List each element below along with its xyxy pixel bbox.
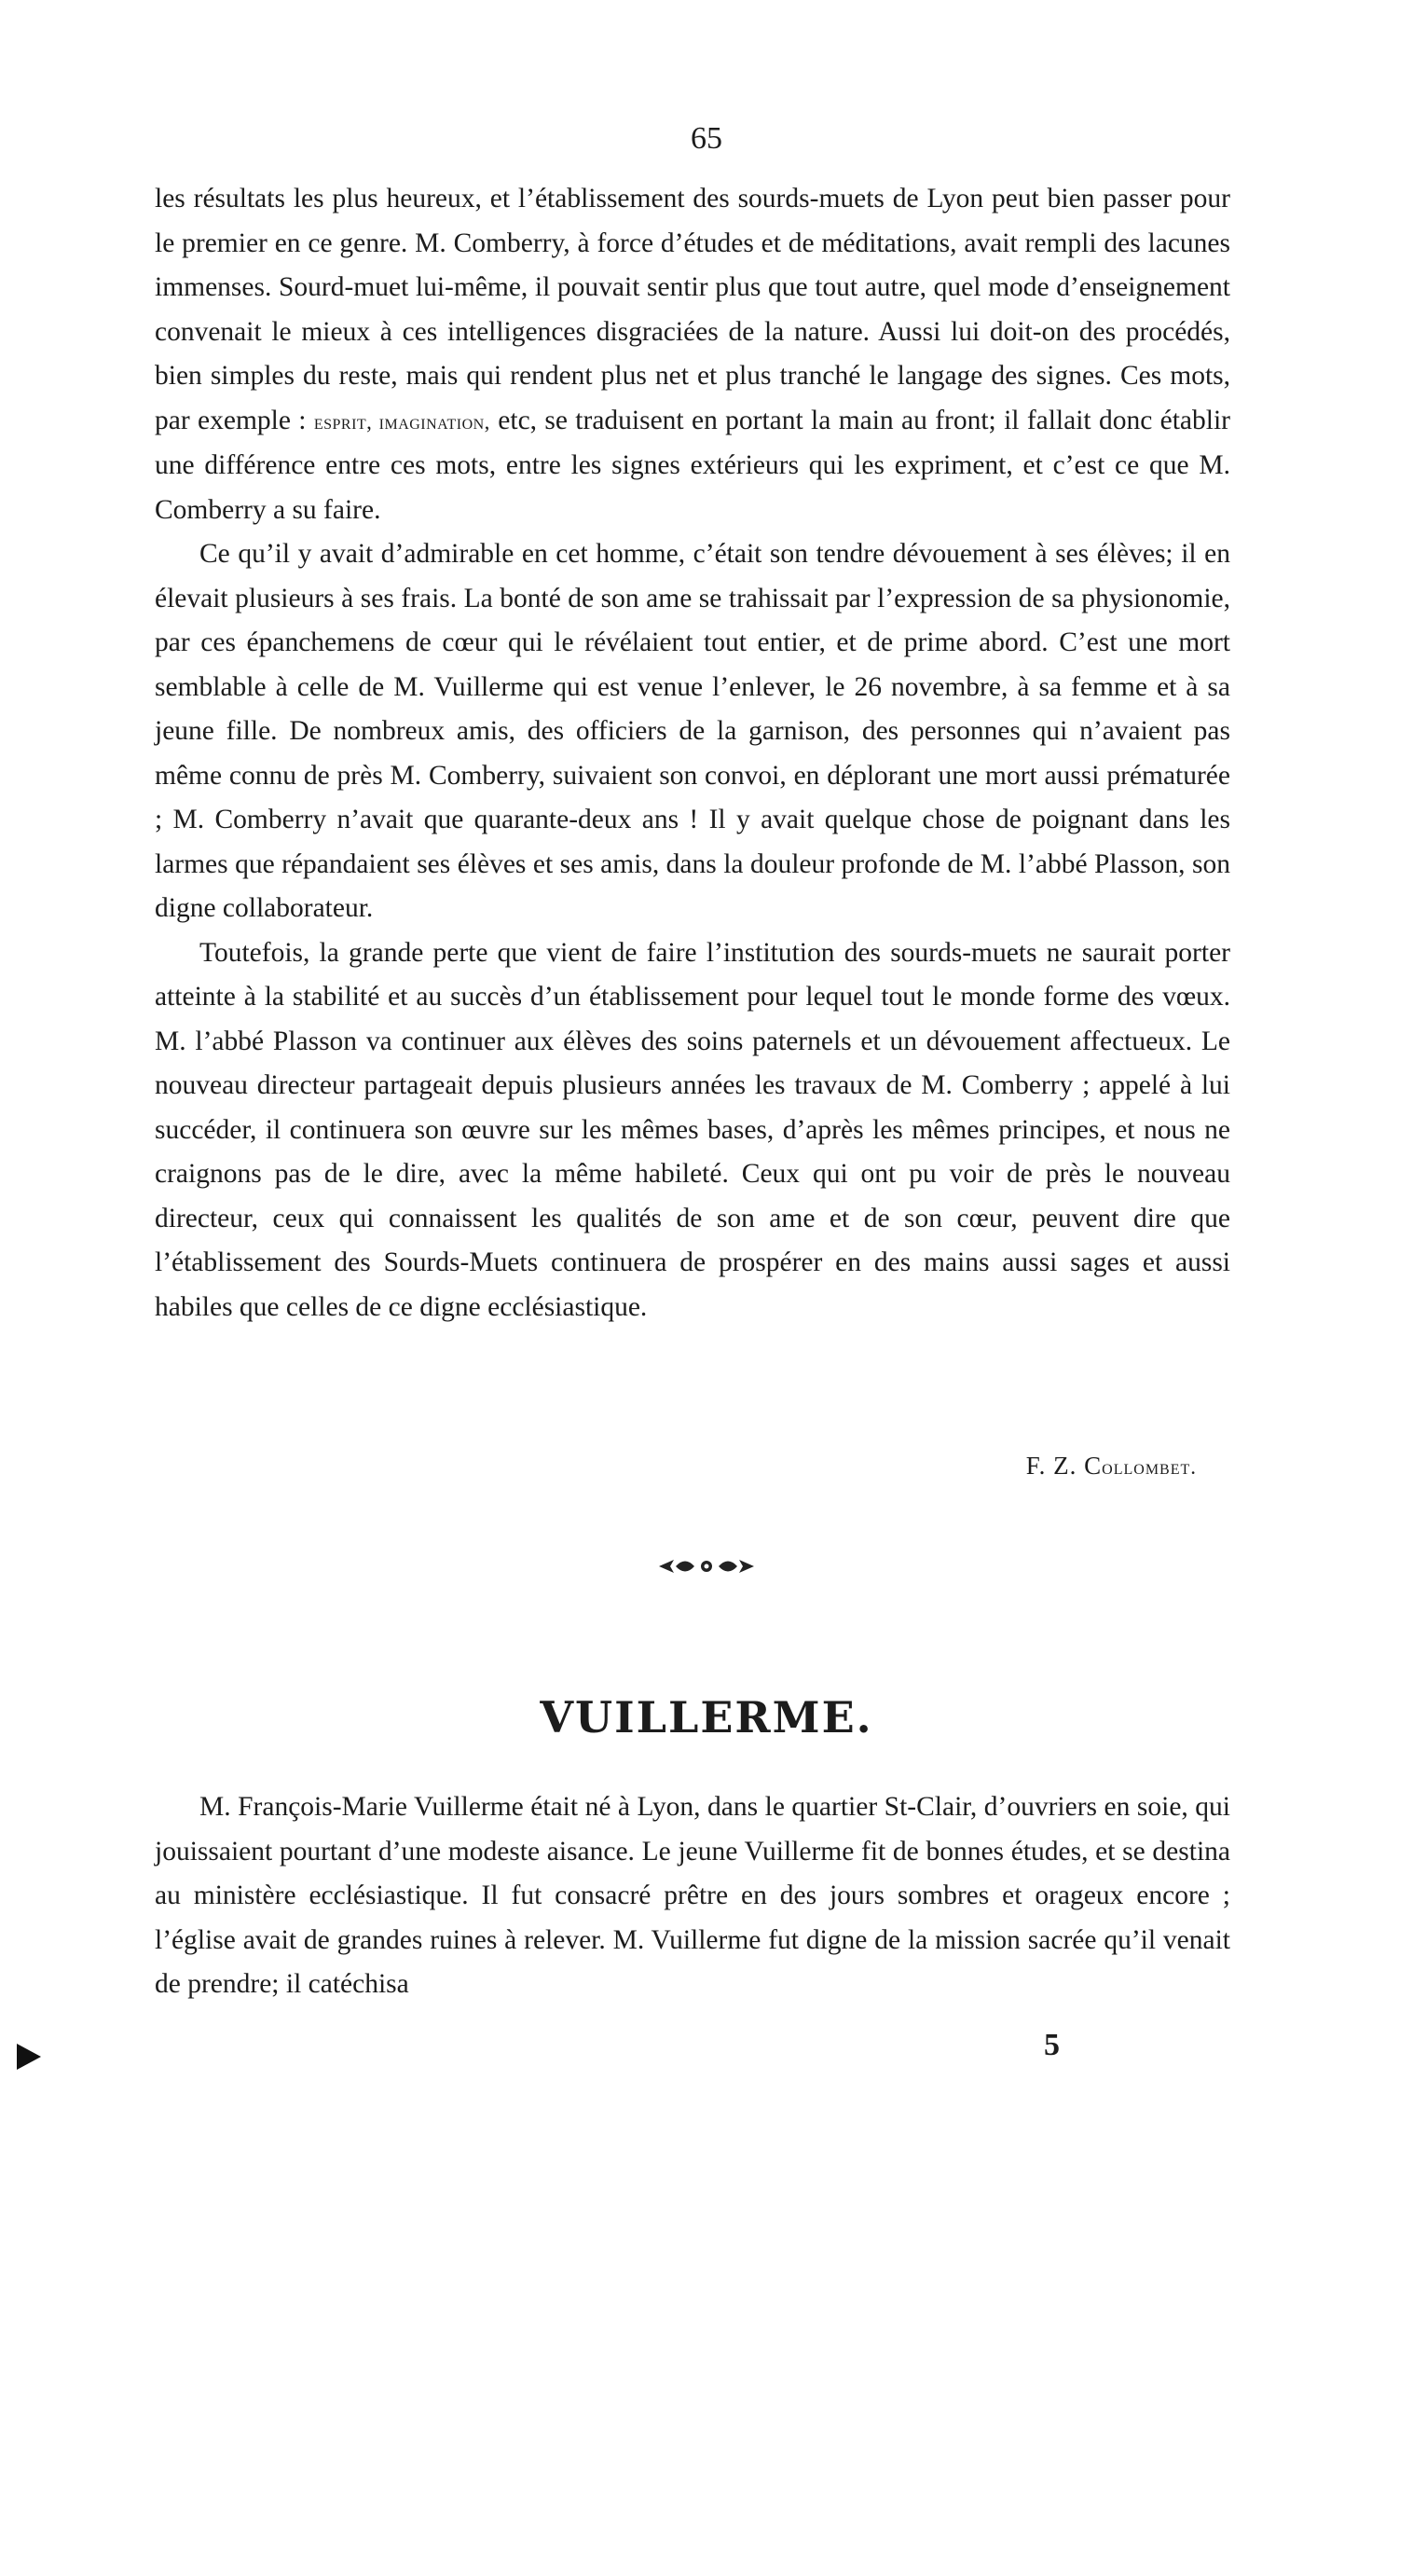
signature-initials: F. Z. C [1025, 1452, 1103, 1480]
section-title: VUILLERME. [540, 1692, 873, 1743]
section-ornament [0, 1548, 1413, 1585]
paragraph-text: les résultats les plus heureux, et l’établissement des sourds-muets de Lyon peut bien passer pour le premier en ce genre. M. Comberry, à force d’études et de méditations, avait rempli des lacunes immenses. Sourd-muet lui-même, il pouvait sentir plus que tout autre, quel mode d’enseignement convenait le mieux à ces intelligences disgraciées de la nature. Aussi lui doit-on des procédés, bien simples du reste, mais qui rendent plus net et plus tranché le langage des signes. Ces mots, par exemple : [155, 184, 1230, 435]
ornament-flourish-icon [655, 1552, 758, 1580]
signature-surname: ollombet. [1102, 1455, 1197, 1479]
author-signature [1026, 1452, 1197, 1481]
paragraph-text: etc, se traduisent en portant la main au front; il fallait donc établir une différence entre ces mots, entre les signes extérieurs qui les expriment, et c’est ce que M. Comberry a su faire. [155, 405, 1230, 525]
page-number: 65 [691, 121, 722, 156]
example-words: esprit, imagination, [313, 408, 490, 434]
article-comberry-text [155, 177, 1230, 1329]
article-vuillerme-text [155, 1785, 1230, 2007]
paragraph: M. François-Marie Vuillerme était né à Lyon, dans le quartier St-Clair, d’ouvriers en soie, qui jouissaient pourtant d’une modeste aisance. Le jeune Vuillerme fit de bonnes études, et se destina au ministère ecclésiastique. Il fut consacré prêtre en des jours sombres et orageux encore ; l’église avait de grandes ruines à relever. M. Vuillerme fut digne de la mission sacrée qu’il venait de prendre; il catéchisa [155, 1792, 1230, 1999]
paragraph [155, 177, 1230, 532]
printer-signature-mark: 5 [1044, 2028, 1060, 2062]
paragraph: Toutefois, la grande perte que vient de faire l’institution des sourds-muets ne saurait porter atteinte à la stabilité et au succès d’un établissement pour lequel tout le monde forme des vœux. M. l’abbé Plasson va continuer aux élèves des soins paternels et un dévouement affectueux. Le nouveau directeur partageait depuis plusieurs années les travaux de M. Comberry ; appelé à lui succéder, il continuera son œuvre sur les mêmes bases, d’après les mêmes principes, et nous ne craignons pas de le dire, avec la même habileté. Ceux qui ont pu voir de près le nouveau directeur, ceux qui connaissent les qualités de son ame et de son cœur, peuvent dire que l’établissement des Sourds-Muets continuera de prospérer en des mains aussi sages et aussi habiles que celles de ce digne ecclésiastique. [155, 937, 1230, 1322]
paragraph: Ce qu’il y avait d’admirable en cet homme, c’était son tendre dévouement à ses élèves; il en élevait plusieurs à ses frais. La bonté de son ame se trahissait par l’expression de sa physionomie, par ces épanchemens de cœur qui le révélaient tout entier, et de prime abord. C’est une mort semblable à celle de M. Vuillerme qui est venue l’enlever, le 26 novembre, à sa femme et à sa jeune fille. De nombreux amis, des officiers de la garnison, des personnes qui n’avaient pas même connu de près M. Comberry, suivaient son convoi, en déplorant une mort aussi prématurée ; M. Comberry n’avait que quarante-deux ans ! Il y avait quelque chose de poignant dans les larmes que répandaient ses élèves et ses amis, dans la douleur profonde de M. l’abbé Plasson, son digne collaborateur. [155, 539, 1230, 923]
margin-pointer-icon [17, 2044, 41, 2070]
